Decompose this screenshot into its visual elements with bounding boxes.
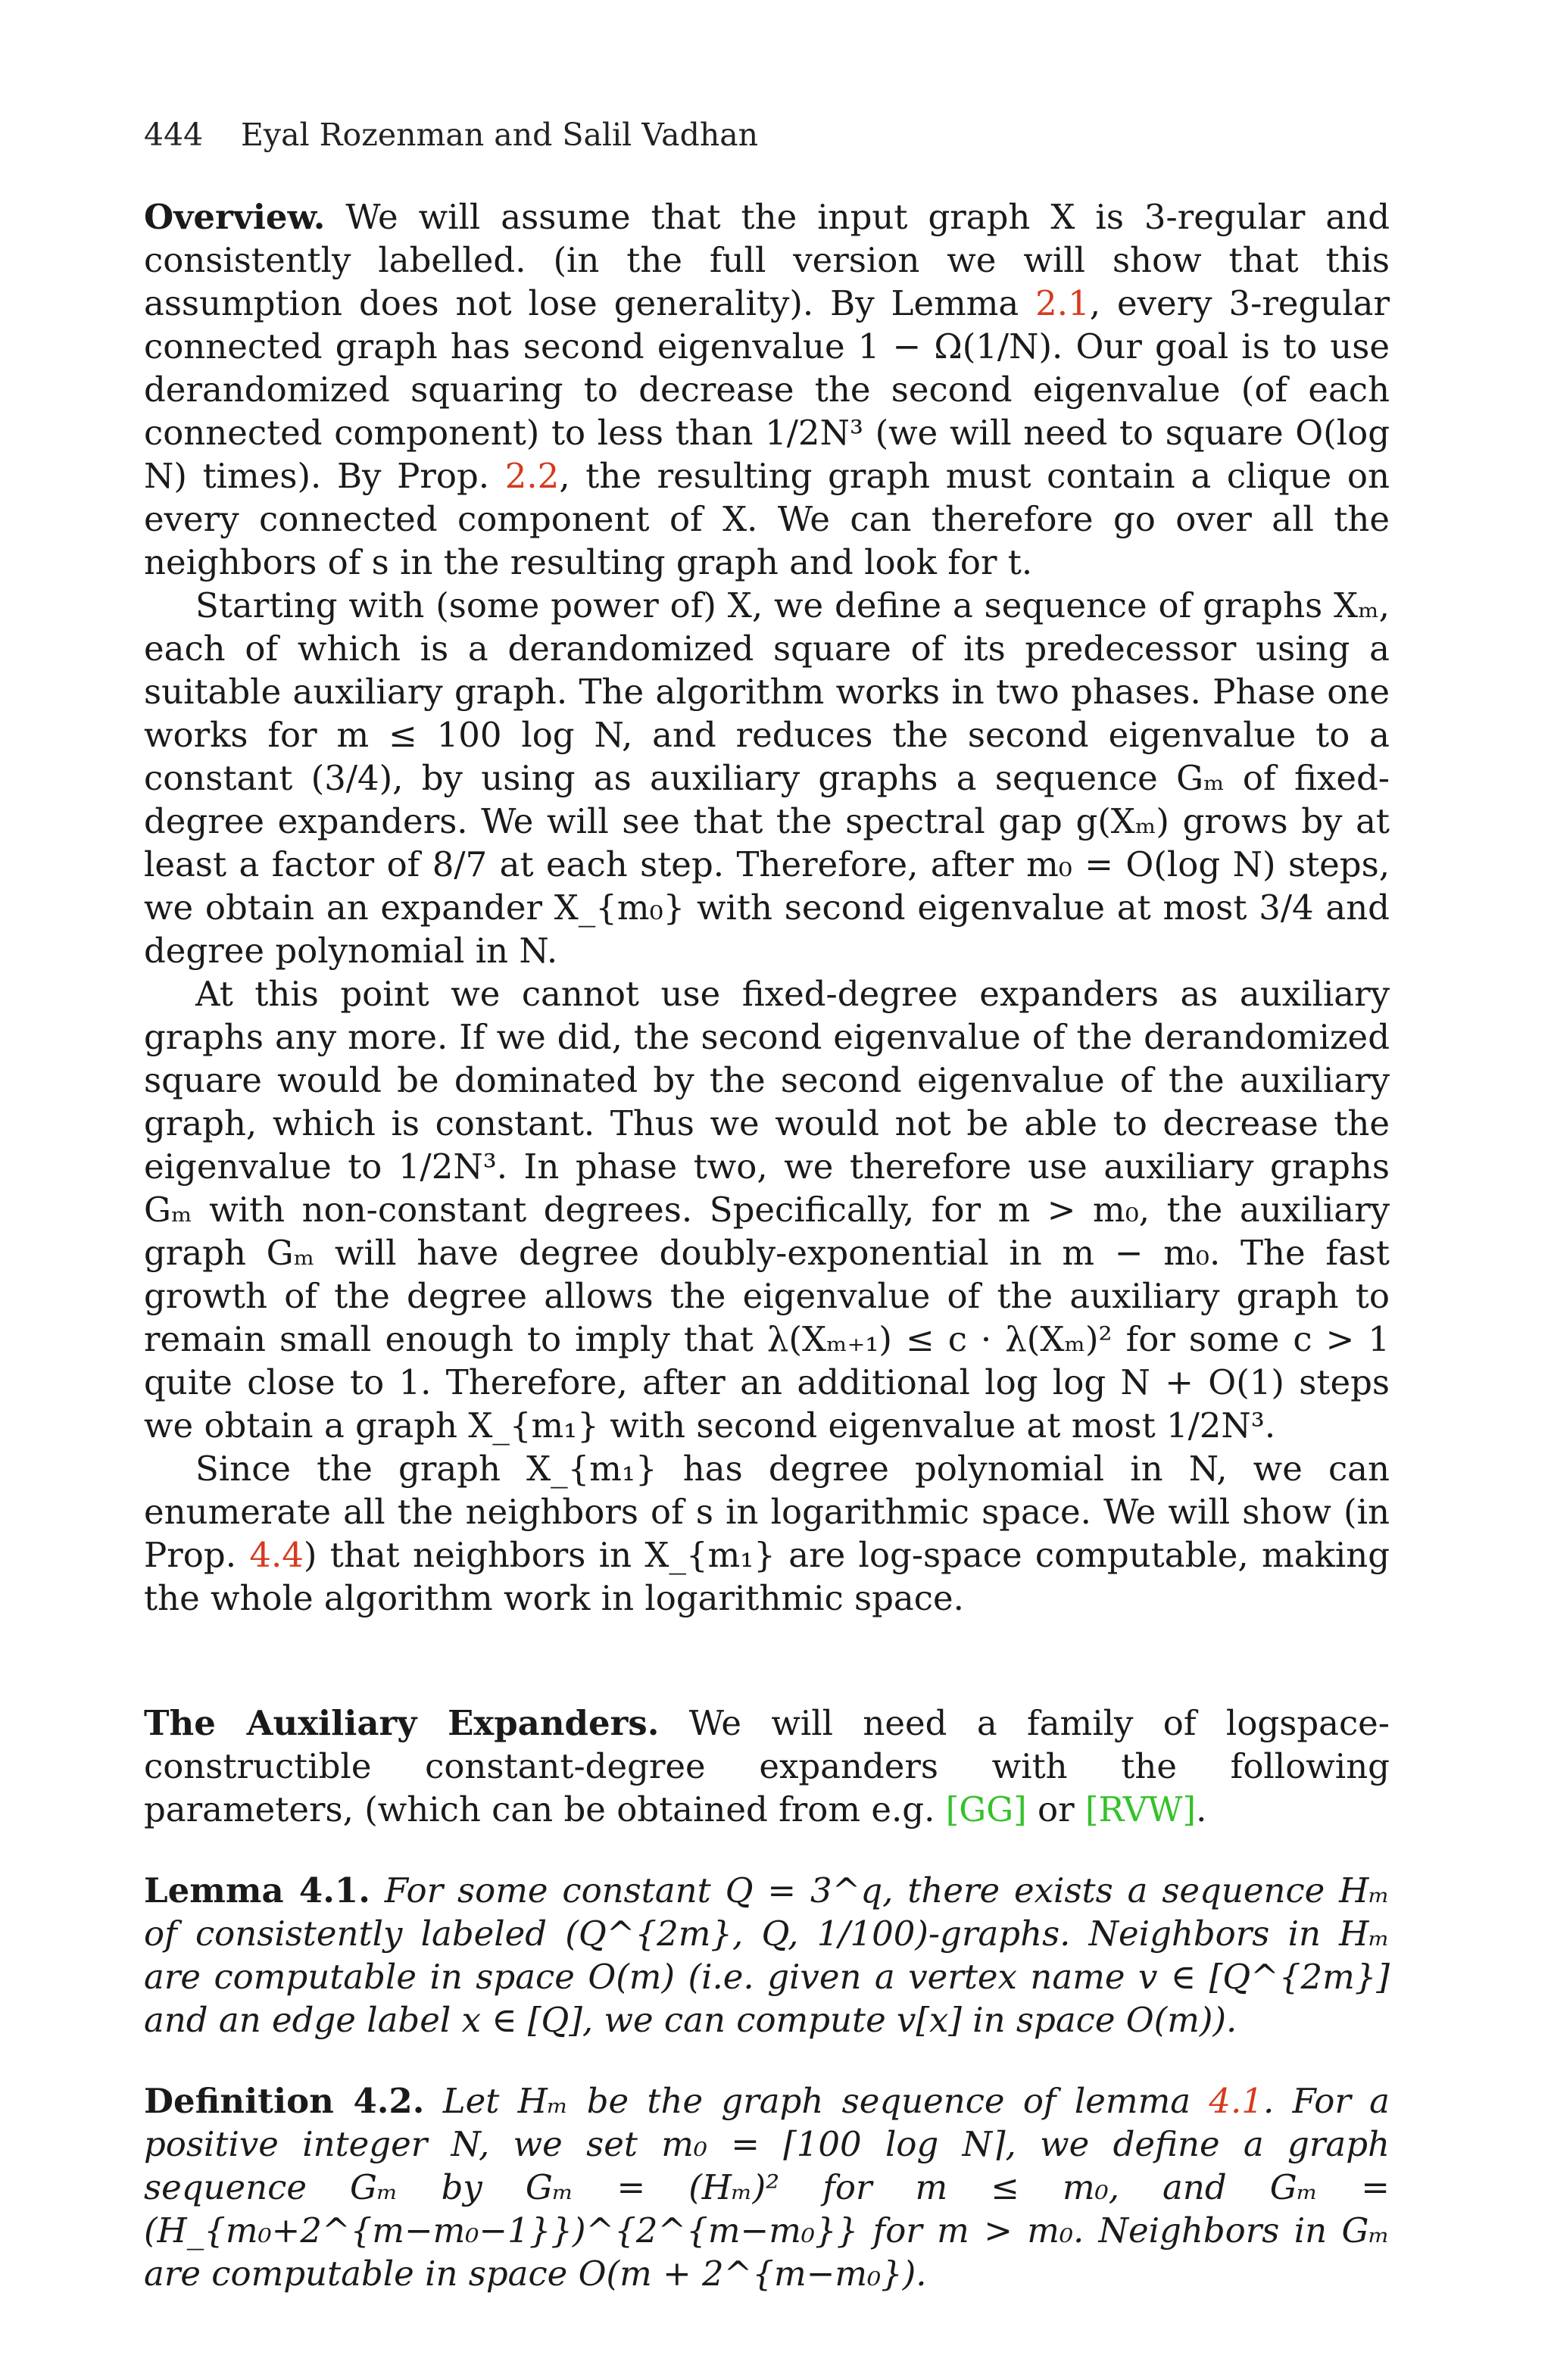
aux-mid: or bbox=[1026, 1789, 1085, 1829]
aux-end: . bbox=[1196, 1789, 1207, 1829]
authors: Eyal Rozenman and Salil Vadhan bbox=[241, 117, 759, 153]
ref-prop-4-4[interactable]: 4.4 bbox=[249, 1535, 304, 1575]
definition-text-2: . For a positive integer N, we set m₀ = ⌈100 log N⌉, we define a graph sequence Gₘ by Gₘ = (Hₘ)² for m ≤ m₀, and Gₘ = (H_{m₀+2^{m−m₀−1}})^{2^{m−m₀}} for m > m₀. Neighbors in Gₘ are computable in space O(m + 2^{m−m₀}). bbox=[144, 2081, 1390, 2294]
ref-lemma-2-1[interactable]: 2.1 bbox=[1035, 283, 1090, 323]
lemma-text: For some constant Q = 3^q, there exists a sequence Hₘ of consistently labeled (Q^{2m}, Q, 1/100)-graphs. Neighbors in Hₘ are computable in space O(m) (i.e. given a vertex name v ∈ [Q^{2m}] and an edge label x ∈ [Q], we can compute v[x] in space O(m)). bbox=[144, 1870, 1390, 2040]
definition-4-2 bbox=[144, 2079, 1390, 2295]
conclusion-text-2: ) that neighbors in X_{m₁} are log-space computable, making the whole algorithm work in logarithmic space. bbox=[144, 1535, 1390, 1618]
page-number: 444 bbox=[144, 117, 204, 153]
ref-rvw[interactable]: [RVW] bbox=[1084, 1789, 1197, 1829]
aux-paragraph bbox=[144, 1702, 1390, 1831]
aux-heading: The Auxiliary Expanders. bbox=[144, 1703, 660, 1743]
ref-prop-2-2[interactable]: 2.2 bbox=[504, 456, 560, 496]
running-header bbox=[144, 114, 1390, 156]
conclusion-text: Since the graph X_{m₁} has degree polynomial in N, we can enumerate all the neighbors of s in logarithmic space. We will show (in Prop. bbox=[144, 1449, 1390, 1575]
overview-heading: Overview. bbox=[144, 197, 326, 237]
phase-two-paragraph: At this point we cannot use fixed-degree expanders as auxiliary graphs any more. If we did, the second eigenvalue of the derandomized square would be dominated by the second eigenvalue of the auxiliary graph, which is constant. Thus we would not be able to decrease the eigenvalue to 1/2N³. In phase two, we therefore use auxiliary graphs Gₘ with non-constant degrees. Specifically, for m > m₀, the auxiliary graph Gₘ will have degree doubly-exponential in m − m₀. The fast growth of the degree allows the eigenvalue of the auxiliary graph to remain small enough to imply that λ(Xₘ₊₁) ≤ c · λ(Xₘ)² for some c > 1 quite close to 1. Therefore, after an additional log log N + O(1) steps we obtain a graph X_{m₁} with second eigenvalue at most 1/2N³. bbox=[144, 974, 1390, 1446]
overview-text-2: , every 3-regular connected graph has second eigenvalue 1 − Ω(1/N). Our goal is to use derandomized squaring to decrease the second eigenvalue (of each connected component) to less than 1/2N³ (we will need to square O(log N) times). By Prop. bbox=[144, 283, 1390, 496]
ref-gg[interactable]: [GG] bbox=[945, 1789, 1027, 1829]
overview-text: We will assume that the input graph X is 3-regular and consistently labelled. (in the full version we will show that this assumption does not lose generality). By Lemma bbox=[144, 197, 1390, 323]
overview-paragraph bbox=[144, 195, 1390, 584]
conclusion-paragraph bbox=[144, 1447, 1390, 1620]
phase-one-paragraph: Starting with (some power of) X, we define a sequence of graphs Xₘ, each of which is a derandomized square of its predecessor using a suitable auxiliary graph. The algorithm works in two phases. Phase one works for m ≤ 100 log N, and reduces the second eigenvalue to a constant (3/4), by using as auxiliary graphs a sequence Gₘ of fixed-degree expanders. We will see that the spectral gap g(Xₘ) grows by at least a factor of 8/7 at each step. Therefore, after m₀ = O(log N) steps, we obtain an expander X_{m₀} with second eigenvalue at most 3/4 and degree polynomial in N. bbox=[144, 585, 1390, 971]
page bbox=[144, 114, 1390, 2295]
ref-lemma-4-1[interactable]: 4.1 bbox=[1209, 2081, 1263, 2121]
definition-text: Let Hₘ be the graph sequence of lemma bbox=[424, 2081, 1209, 2121]
definition-heading: Definition 4.2. bbox=[144, 2081, 425, 2121]
lemma-4-1 bbox=[144, 1869, 1390, 2042]
aux-text: We will need a family of logspace-constructible constant-degree expanders with the following parameters, (which can be obtained from e.g. bbox=[144, 1703, 1390, 1829]
overview-text-3: , the resulting graph must contain a clique on every connected component of X. We can therefore go over all the neighbors of s in the resulting graph and look for t. bbox=[144, 456, 1390, 582]
lemma-heading: Lemma 4.1. bbox=[144, 1870, 370, 1911]
